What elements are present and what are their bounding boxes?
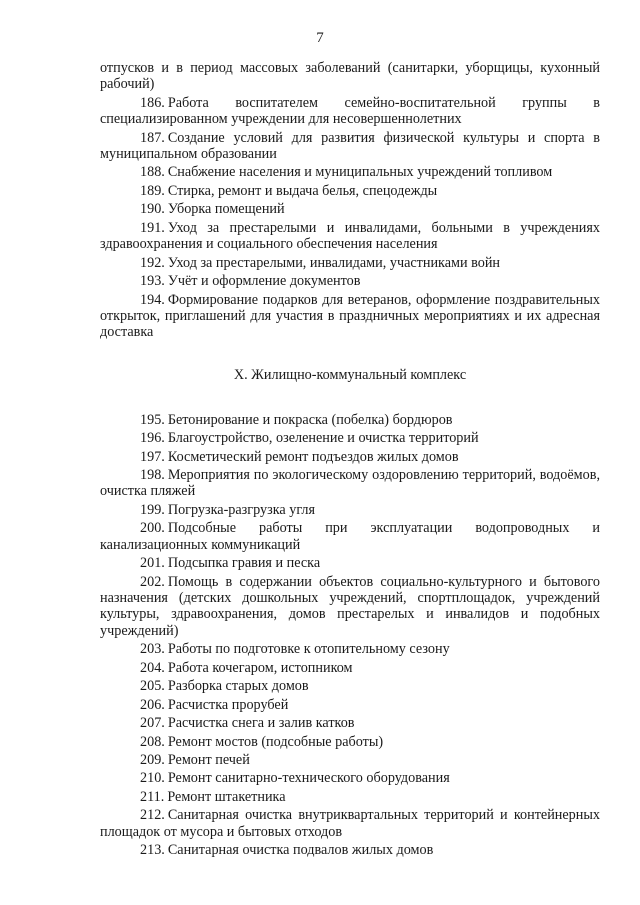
item-text: Подсобные работы при эксплуатации водопроводных и канализационных коммуникаций — [100, 520, 600, 553]
item-number: 202. — [140, 573, 165, 590]
document-body — [100, 60, 600, 861]
item-text: Уход за престарелыми, инвалидами, участниками войн — [167, 254, 501, 271]
list-item — [100, 641, 600, 657]
list-item — [100, 770, 600, 786]
item-text: Погрузка-разгрузка угля — [167, 501, 316, 518]
item-number: 204. — [140, 659, 165, 676]
item-text: Помощь в содержании объектов социально-культурного и бытового назначения (детских дошкольных учреждений, спортплощадок, учреждений культуры, здравоохранения, домов престарелых и инвалидов и подобных учреждений) — [100, 573, 600, 639]
item-number: 208. — [140, 733, 165, 750]
list-item — [100, 201, 600, 217]
item-number: 212. — [140, 807, 165, 824]
item-number: 210. — [140, 770, 165, 787]
item-number: 194. — [140, 291, 165, 308]
item-text: Стирка, ремонт и выдача белья, спецодежды — [167, 182, 438, 199]
list-item — [100, 412, 600, 428]
list-item — [100, 255, 600, 271]
item-number: 197. — [140, 448, 165, 465]
item-text: Ремонт мостов (подсобные работы) — [167, 733, 384, 750]
item-text: Уход за престарелыми и инвалидами, больными в учреждениях здравоохранения и социального обеспечения населения — [100, 219, 600, 253]
item-number: 188. — [140, 164, 165, 181]
item-text: Благоустройство, озеленение и очистка территорий — [167, 430, 479, 447]
item-number: 206. — [140, 696, 165, 713]
item-number: 201. — [140, 555, 165, 572]
item-text: Ремонт печей — [167, 752, 250, 768]
item-text: Бетонирование и покраска (побелка) бордюров — [167, 411, 453, 428]
item-text: Формирование подарков для ветеранов, оформление поздравительных открыток, приглашений для участия в праздничных мероприятиях и их адресная доставка — [100, 291, 600, 341]
list-item — [100, 220, 600, 253]
item-number: 193. — [140, 273, 165, 290]
item-text: Подсыпка гравия и песка — [167, 555, 321, 572]
item-number: 209. — [140, 752, 165, 768]
item-text: Работа воспитателем семейно-воспитательной группы в специализированном учреждении для несовершеннолетних — [100, 94, 600, 128]
list-item — [100, 95, 600, 128]
item-text: Создание условий для развития физической культуры и спорта в муниципальном образовании — [100, 129, 600, 162]
item-number: 190. — [140, 201, 165, 218]
list-item — [100, 752, 600, 768]
item-text: Разборка старых домов — [167, 678, 309, 695]
item-number: 195. — [140, 411, 165, 428]
section-heading: X. Жилищно-коммунальный комплекс — [233, 367, 467, 384]
list-item — [100, 130, 600, 163]
item-number: 198. — [140, 467, 165, 484]
list-item — [100, 807, 600, 840]
item-number: 213. — [140, 842, 165, 859]
item-number: 205. — [140, 678, 165, 695]
list-item — [100, 842, 600, 858]
list-item — [100, 449, 600, 465]
list-item — [100, 697, 600, 713]
list-item — [100, 273, 600, 289]
item-text: Работы по подготовке к отопительному сезону — [167, 641, 450, 658]
item-number: 200. — [140, 520, 165, 537]
list-after-section — [100, 412, 600, 859]
item-text: Расчистка прорубей — [167, 696, 289, 713]
page-number: 7 — [316, 30, 324, 46]
item-text: Мероприятия по экологическому оздоровлению территорий, водоёмов, очистка пляжей — [100, 467, 600, 500]
list-item — [100, 467, 600, 500]
item-text: Работа кочегаром, истопником — [167, 659, 353, 676]
list-item — [100, 292, 600, 341]
item-text: Ремонт санитарно-технического оборудования — [167, 770, 450, 787]
list-item — [100, 660, 600, 676]
item-number: 191. — [140, 219, 165, 236]
item-number: 186. — [140, 94, 165, 111]
list-item — [100, 164, 600, 180]
list-item — [100, 715, 600, 731]
list-item — [100, 574, 600, 639]
item-number: 189. — [140, 182, 165, 199]
item-text: Косметический ремонт подъездов жилых домов — [167, 448, 459, 465]
item-text: Санитарная очистка внутриквартальных территорий и контейнерных площадок от мусора и бытовых отходов — [100, 807, 600, 840]
item-text: Санитарная очистка подвалов жилых домов — [167, 842, 434, 859]
item-text: Учёт и оформление документов — [167, 273, 361, 290]
item-text: Ремонт штакетника — [167, 788, 286, 805]
continuation-paragraph: отпусков и в период массовых заболеваний (санитарки, уборщицы, кухонный рабочий) — [100, 60, 600, 93]
list-item — [100, 430, 600, 446]
list-item — [100, 502, 600, 518]
list-item — [100, 183, 600, 199]
list-item — [100, 789, 600, 805]
list-item — [100, 678, 600, 694]
item-number: 207. — [140, 715, 165, 732]
list-item — [100, 555, 600, 571]
item-number: 196. — [140, 430, 165, 447]
list-item — [100, 520, 600, 553]
item-number: 211. — [140, 788, 165, 805]
item-number: 199. — [140, 501, 165, 518]
item-number: 187. — [140, 129, 165, 146]
item-text: Расчистка снега и залив катков — [167, 715, 355, 732]
item-text: Снабжение населения и муниципальных учреждений топливом — [167, 164, 553, 181]
item-number: 203. — [140, 641, 165, 658]
item-number: 192. — [140, 254, 165, 271]
list-before-section — [100, 95, 600, 341]
list-item — [100, 734, 600, 750]
item-text: Уборка помещений — [167, 201, 285, 218]
